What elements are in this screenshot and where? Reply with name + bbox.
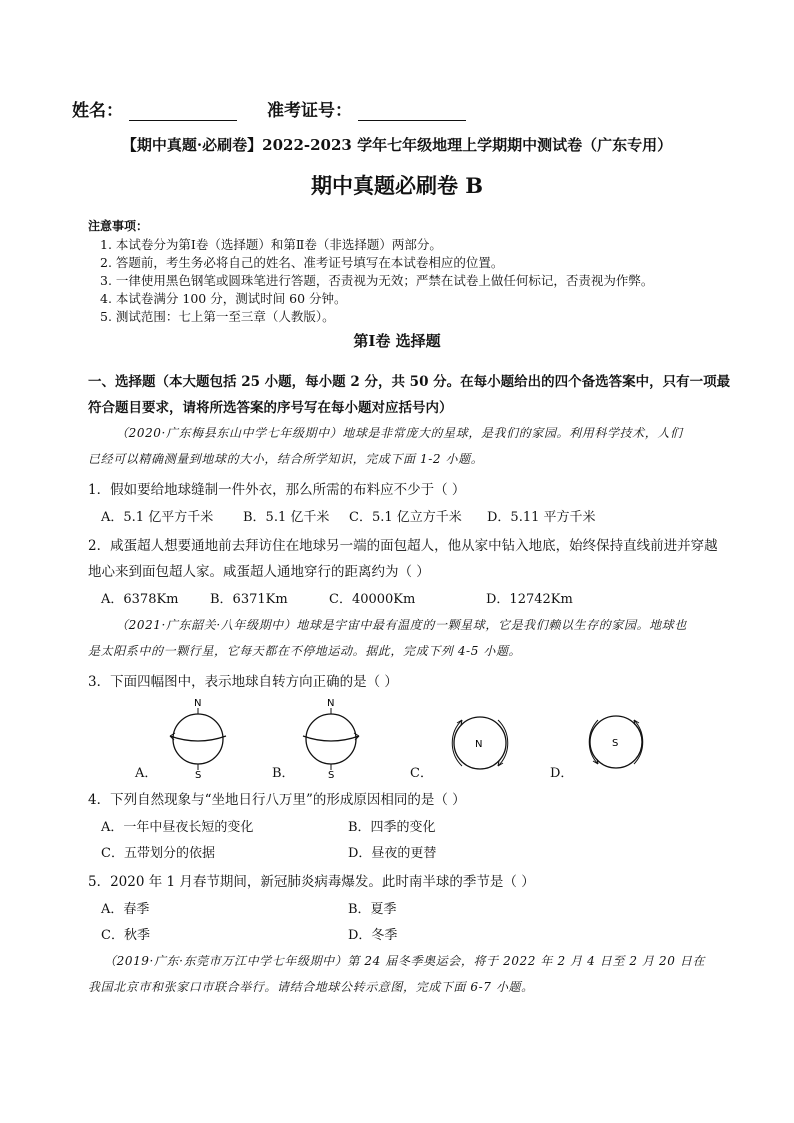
earth-rotation-diagram-a[interactable] (160, 696, 240, 778)
context-passage-2-cont: 是太阳系中的一颗行星，它每天都在不停地运动。据此，完成下列 4-5 小题。 (88, 644, 522, 658)
q4-option-a[interactable]: A．一年中昼夜长短的变化 (101, 820, 254, 835)
question-5: 5．2020 年 1 月春节期间，新冠肺炎病毒爆发。此时南半球的季节是（ ） (88, 874, 535, 890)
q4-option-d[interactable]: D．昼夜的更替 (348, 846, 437, 861)
name-label: 姓名： (72, 101, 123, 121)
context-passage-2: （2021·广东韶关·八年级期中）地球是宇宙中最有温度的一颗星球，它是我们赖以生存的家园。地球也 (116, 618, 687, 632)
note-item: 5. 测试范围：七上第一至三章（人教版）。 (100, 309, 335, 324)
q4-option-c[interactable]: C．五带划分的依据 (101, 846, 215, 861)
notes-heading: 注意事项： (88, 219, 149, 233)
question-2: 2．咸蛋超人想要通地前去拜访住在地球另一端的面包超人，他从家中钻入地底，始终保持直线前进并穿越 (88, 538, 718, 554)
q4-option-b[interactable]: B．四季的变化 (348, 820, 436, 835)
q3-option-d-label[interactable]: D． (550, 766, 574, 781)
context-passage-3: （2019·广东·东莞市万江中学七年级期中）第 24 届冬季奥运会，将于 2022 年 2 月 4 日至 2 月 20 日在 (104, 954, 706, 968)
q3-option-a-label[interactable]: A． (135, 766, 158, 781)
part-one-instructions-cont: 符合题目要求，请将所选答案的序号写在每小题对应括号内） (88, 400, 453, 416)
q5-option-c[interactable]: C．秋季 (101, 928, 150, 943)
equator-arc (170, 736, 226, 741)
q2-option-b[interactable]: B．6371Km (210, 592, 288, 607)
question-4: 4．下列自然现象与“坐地日行八万里”的形成原因相同的是（ ） (88, 792, 466, 808)
part-one-instructions: 一、选择题（本大题包括 25 小题，每小题 2 分，共 50 分。在每小题给出的四个备选答案中，只有一项最 (88, 374, 731, 390)
q1-option-a[interactable]: A．5.1 亿平方千米 (101, 510, 214, 525)
section-title: 第Ⅰ卷 选择题 (353, 332, 441, 350)
south-pole-center-label: S (612, 738, 619, 749)
q2-option-c[interactable]: C．40000Km (329, 592, 416, 607)
q2-option-a[interactable]: A．6378Km (101, 592, 179, 607)
id-label: 准考证号： (267, 101, 352, 121)
note-item: 1. 本试卷分为第Ⅰ卷（选择题）和第Ⅱ卷（非选择题）两部分。 (100, 237, 442, 252)
equator-arc (303, 736, 359, 741)
q1-option-c[interactable]: C．5.1 亿立方千米 (349, 510, 462, 525)
note-item: 3. 一律使用黑色钢笔或圆珠笔进行答题，否责视为无效；严禁在试卷上做任何标记，否责视为作弊。 (100, 273, 654, 288)
q5-option-d[interactable]: D．冬季 (348, 928, 398, 943)
id-blank[interactable] (358, 103, 466, 121)
note-item: 4. 本试卷满分 100 分，测试时间 60 分钟。 (100, 291, 347, 306)
question-3: 3．下面四幅图中，表示地球自转方向正确的是（ ） (88, 674, 398, 690)
note-item: 2. 答题前，考生务必将自己的姓名、准考证号填写在本试卷相应的位置。 (100, 255, 504, 270)
context-passage: （2020·广东梅县东山中学七年级期中）地球是非常庞大的星球，是我们的家园。利用科学技术，人们 (116, 426, 683, 440)
south-pole-label: S (328, 770, 335, 778)
south-pole-label: S (195, 770, 202, 778)
context-passage-3-cont: 我国北京市和张家口市联合举行。请结合地球公转示意图，完成下面 6-7 小题。 (88, 980, 534, 994)
q3-option-c-label[interactable]: C． (410, 766, 433, 781)
q1-option-d[interactable]: D．5.11 平方千米 (487, 510, 596, 525)
context-passage-cont: 已经可以精确测量到地球的大小，结合所学知识，完成下面 1-2 小题。 (88, 452, 484, 466)
earth-rotation-diagram-c[interactable] (444, 706, 524, 782)
q1-option-b[interactable]: B．5.1 亿千米 (243, 510, 330, 525)
exam-subtitle: 【期中真题·必刷卷】2022-2023 学年七年级地理上学期期中测试卷（广东专用） (121, 136, 673, 154)
question-1: 1．假如要给地球缝制一件外衣，那么所需的布料应不少于（ ） (88, 482, 466, 498)
north-pole-center-label: N (475, 739, 483, 750)
north-pole-label: N (327, 698, 335, 709)
q5-option-a[interactable]: A．春季 (101, 902, 150, 917)
earth-rotation-diagram-b[interactable] (297, 696, 377, 778)
q5-option-b[interactable]: B．夏季 (348, 902, 397, 917)
exam-title: 期中真题必刷卷 B (310, 173, 484, 198)
question-2-cont: 地心来到面包超人家。咸蛋超人通地穿行的距离约为（ ） (88, 564, 430, 580)
name-blank[interactable] (129, 103, 237, 121)
earth-rotation-diagram-d[interactable] (578, 704, 658, 780)
q3-option-b-label[interactable]: B． (272, 766, 295, 781)
q2-option-d[interactable]: D．12742Km (486, 592, 573, 607)
candidate-info-row (72, 96, 466, 121)
north-pole-label: N (194, 698, 202, 709)
